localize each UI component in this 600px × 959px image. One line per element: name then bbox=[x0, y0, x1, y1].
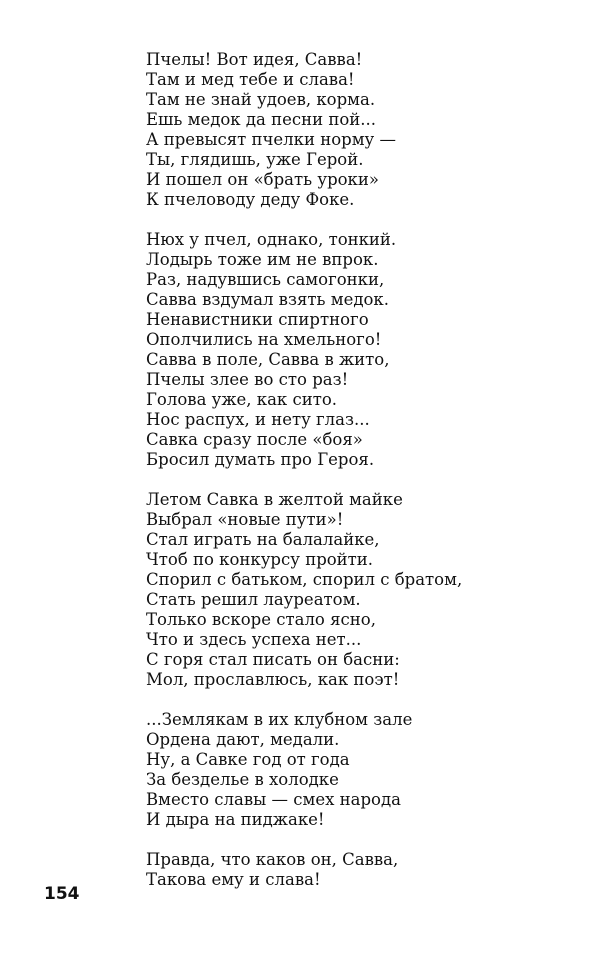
poem-line: И дыра на пиджаке! bbox=[146, 810, 325, 829]
poem-line: Савка сразу после «боя» bbox=[146, 430, 363, 449]
poem-line: Там не знай удоев, корма. bbox=[146, 90, 376, 109]
poem-line: Правда, что каков он, Савва, bbox=[146, 850, 399, 869]
poem-line: Ты, глядишь, уже Герой. bbox=[146, 150, 364, 169]
poem-line: Пчелы злее во сто раз! bbox=[146, 370, 349, 389]
stanza-2 bbox=[146, 230, 586, 470]
poem-line: Чтоб по конкурсу пройти. bbox=[146, 550, 374, 569]
poem-line: Стал играть на балалайке, bbox=[146, 530, 380, 549]
poem-line: Что и здесь успеха нет... bbox=[146, 630, 362, 649]
poem-line: Вместо славы — смех народа bbox=[146, 790, 401, 809]
poem-line: Спорил с батьком, спорил с братом, bbox=[146, 570, 463, 589]
poem-line: Бросил думать про Героя. bbox=[146, 450, 375, 469]
stanza-1 bbox=[146, 50, 586, 210]
poem-line: И пошел он «брать уроки» bbox=[146, 170, 379, 189]
poem-line: За безделье в холодке bbox=[146, 770, 339, 789]
stanza-gap bbox=[146, 690, 586, 710]
poem-line: Выбрал «новые пути»! bbox=[146, 510, 344, 529]
poem-line: Ордена дают, медали. bbox=[146, 730, 340, 749]
poem-line: Только вскоре стало ясно, bbox=[146, 610, 376, 629]
poem-line: Ешь медок да песни пой... bbox=[146, 110, 377, 129]
poem-line: Ополчились на хмельного! bbox=[146, 330, 382, 349]
poem-line: Ненавистники спиртного bbox=[146, 310, 369, 329]
poem-line: Лодырь тоже им не впрок. bbox=[146, 250, 379, 269]
poem-line: Нюх у пчел, однако, тонкий. bbox=[146, 230, 397, 249]
poem-line: Там и мед тебе и слава! bbox=[146, 70, 355, 89]
page-number: 154 bbox=[44, 884, 80, 904]
stanza-gap bbox=[146, 210, 586, 230]
poem-line: Савва вздумал взять медок. bbox=[146, 290, 389, 309]
poem bbox=[146, 50, 586, 890]
poem-line: Мол, прославлюсь, как поэт! bbox=[146, 670, 400, 689]
poem-line: Такова ему и слава! bbox=[146, 870, 321, 889]
poem-line: Стать решил лауреатом. bbox=[146, 590, 361, 609]
poem-line: ...Землякам в их клубном зале bbox=[146, 710, 413, 729]
poem-line: Ну, а Савке год от года bbox=[146, 750, 350, 769]
stanza-gap bbox=[146, 470, 586, 490]
stanza-gap bbox=[146, 830, 586, 850]
poem-line: Савва в поле, Савва в жито, bbox=[146, 350, 390, 369]
poem-line: Раз, надувшись самогонки, bbox=[146, 270, 385, 289]
stanza-5 bbox=[146, 850, 586, 890]
poem-line: А превысят пчелки норму — bbox=[146, 130, 396, 149]
poem-line: Голова уже, как сито. bbox=[146, 390, 338, 409]
stanza-4 bbox=[146, 710, 586, 830]
poem-line: К пчеловоду деду Фоке. bbox=[146, 190, 355, 209]
stanza-3 bbox=[146, 490, 586, 690]
poem-line: С горя стал писать он басни: bbox=[146, 650, 400, 669]
poem-line: Нос распух, и нету глаз... bbox=[146, 410, 370, 429]
poem-line: Летом Савка в желтой майке bbox=[146, 490, 403, 509]
poem-line: Пчелы! Вот идея, Савва! bbox=[146, 50, 363, 69]
